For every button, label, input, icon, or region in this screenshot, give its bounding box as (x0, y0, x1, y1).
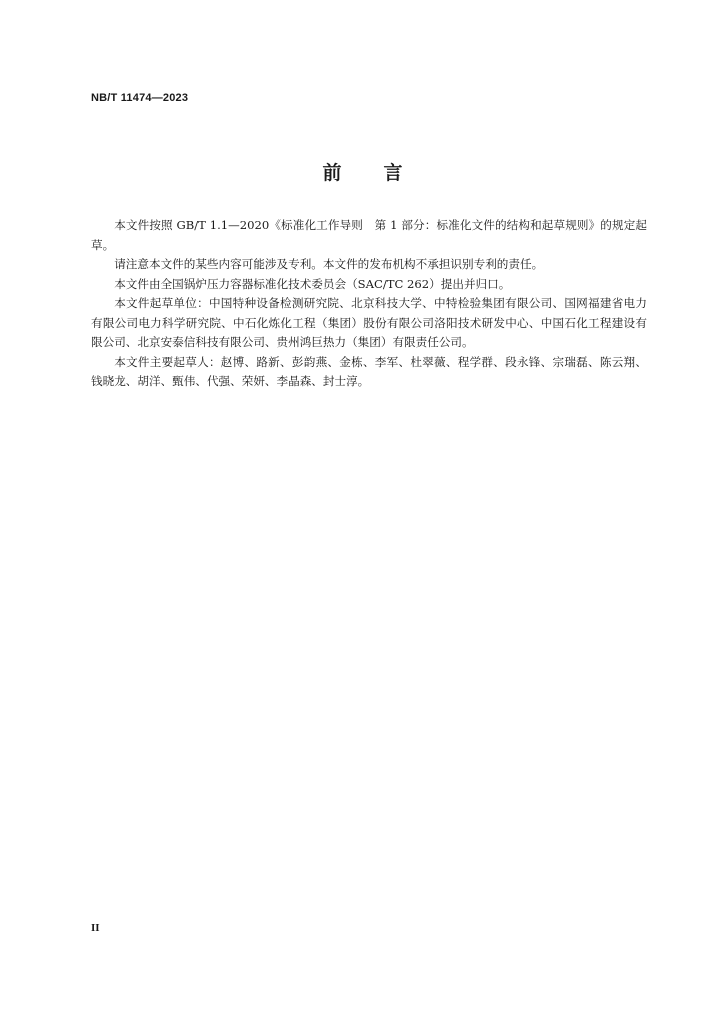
paragraph-patent-notice: 请注意本文件的某些内容可能涉及专利。本文件的发布机构不承担识别专利的责任。 (114, 257, 544, 271)
paragraph-proposer: 本文件由全国锅炉压力容器标准化技术委员会（SAC/TC 262）提出并归口。 (114, 276, 511, 291)
standard-code: NB/T 11474—2023 (91, 92, 189, 104)
paragraph-drafting-rules: 本文件按照 GB/T 1.1—2020《标准化工作导则 第 1 部分：标准化文件的结构和起草规则》的规定起草。 (91, 218, 647, 252)
paragraph-drafting-units: 本文件起草单位：中国特种设备检测研究院、北京科技大学、中特检验集团有限公司、国网福建省电力有限公司电力科学研究院、中石化炼化工程（集团）股份有限公司洛阳技术研发中心、中国石化工程建设有限公司、北京安泰信科技有限公司、贵州鸿巨热力（集团）有限责任公司。 (91, 296, 647, 349)
page-number: II (91, 922, 100, 934)
paragraph-drafters: 本文件主要起草人：赵博、路新、彭韵燕、金栋、李军、杜翠薇、程学群、段永锋、宗瑞磊、陈云翔、钱晓龙、胡洋、甄伟、代强、荣妍、李晶森、封士淳。 (91, 354, 647, 388)
preface-body (91, 216, 647, 392)
page-title-char-1: 前 (322, 162, 342, 184)
page-title (0, 158, 725, 185)
page-title-char-2: 言 (383, 162, 403, 184)
